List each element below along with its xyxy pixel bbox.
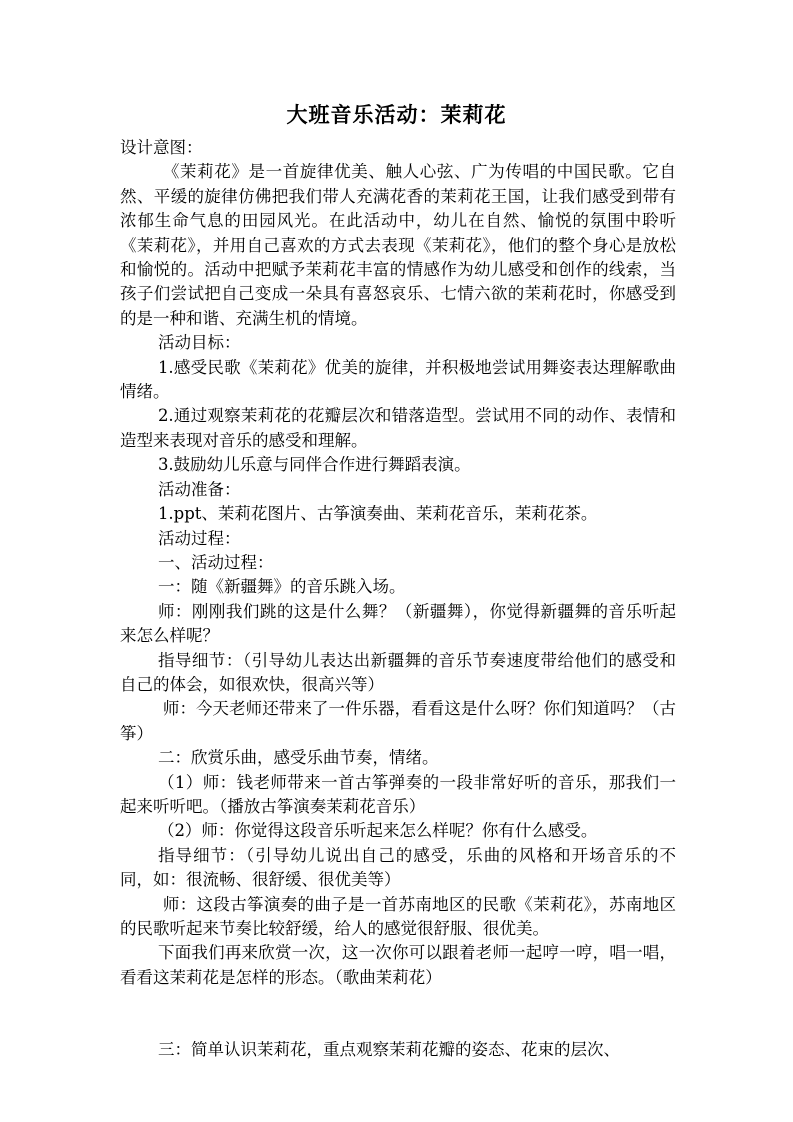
goal-item-2: 2.通过观察茉莉花的花瓣层次和错落造型。尝试用不同的动作、表情和造型来表现对音乐的感受和理解。 (120, 406, 676, 450)
document-title: 大班音乐活动：茉莉花 (286, 102, 507, 127)
process-step-3: 三：简单认识茉莉花，重点观察茉莉花瓣的姿态、花束的层次、 (157, 1040, 620, 1060)
process-paragraph: 指导细节：（引导幼儿表达出新疆舞的音乐节奏速度带给他们的感受和自己的体会，如很欢快，很高兴等） (120, 650, 676, 694)
goal-item-1: 1.感受民歌《茉莉花》优美的旋律，并积极地尝试用舞姿表达理解歌曲情绪。 (120, 357, 676, 402)
process-paragraph: （2）师：你觉得这段音乐听起来怎么样呢？你有什么感受。 (157, 821, 598, 841)
section-heading-design-intent: 设计意图： (120, 138, 203, 157)
section-heading-goals: 活动目标： (157, 333, 241, 353)
process-paragraph: 指导细节：（引导幼儿说出自己的感受，乐曲的风格和开场音乐的不同，如：很流畅、很舒缓、很优美等） (120, 845, 676, 890)
process-paragraph: （1）师：钱老师带来一首古筝弹奏的一段非常好听的音乐，那我们一起来听听吧。（播放古筝演奏茉莉花音乐） (120, 772, 676, 816)
process-subheading: 一、活动过程： (157, 552, 274, 572)
process-paragraph: 师：这段古筝演奏的曲子是一首苏南地区的民歌《茉莉花》，苏南地区的民歌听起来节奏比较舒缓，给人的感觉很舒服、很优美。 (120, 894, 676, 938)
blank-space (120, 990, 676, 1038)
section-heading-preparation: 活动准备： (157, 479, 241, 499)
goal-item-3: 3.鼓励幼儿乐意与同伴合作进行舞蹈表演。 (157, 455, 471, 475)
section-heading-process: 活动过程： (157, 528, 241, 548)
process-step-1: 一：随《新疆舞》的音乐跳入场。 (157, 577, 406, 597)
process-paragraph: 师：刚刚我们跳的这是什么舞？（新疆舞），你觉得新疆舞的音乐听起来怎么样呢？ (120, 601, 676, 646)
paragraph-design-intent: 《茉莉花》是一首旋律优美、触人心弦、广为传唱的中国民歌。它自然、平缓的旋律仿佛把我们带人充满花香的茉莉花王国，让我们感受到带有浓郁生命气息的田园风光。在此活动中，幼儿在自然、愉悦的氛围中聆听《茉莉花》，并用自己喜欢的方式去表现《茉莉花》，他们的整个身心是放松和愉悦的。活动中把赋予茉莉花丰富的情感作为幼儿感受和创作的线索，当孩子们尝试把自己变成一朵具有喜怒哀乐、七情六欲的茉莉花时，你感受到的是一种和谐、充满生机的情境。 (120, 162, 676, 328)
preparation-item-1: 1.ppt、茉莉花图片、古筝演奏曲、茉莉花音乐，茉莉花茶。 (157, 504, 598, 524)
process-paragraph: 师：今天老师还带来了一件乐器，看看这是什么呀？你们知道吗？（古筝） (120, 699, 676, 743)
process-step-2: 二：欣赏乐曲，感受乐曲节奏，情绪。 (157, 748, 439, 768)
document-body (120, 136, 676, 1063)
process-paragraph: 下面我们再来欣赏一次，这一次你可以跟着老师一起哼一哼，唱一唱，看看这茉莉花是怎样的形态。（歌曲茉莉花） (120, 943, 676, 987)
